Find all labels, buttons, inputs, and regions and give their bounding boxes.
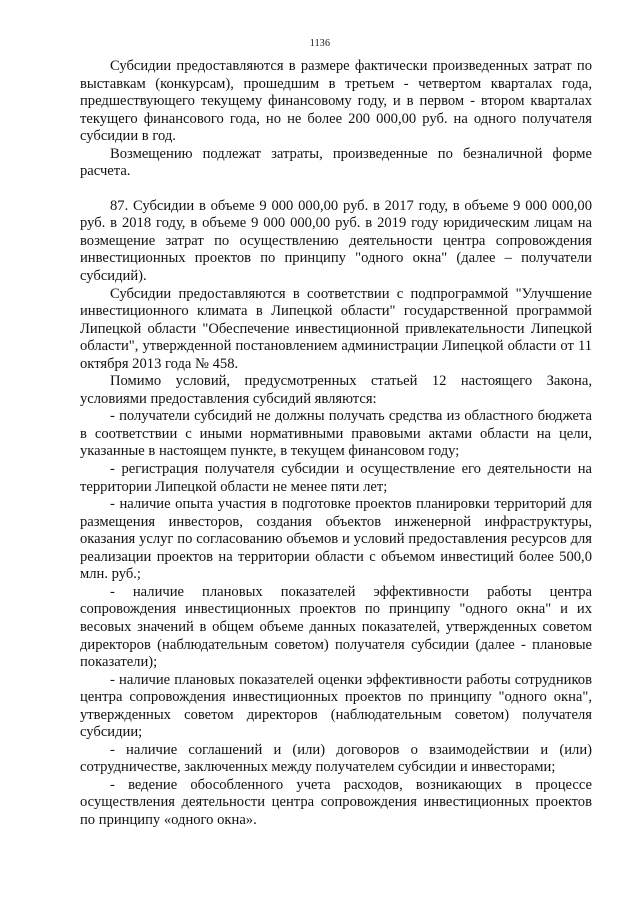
condition-item: - наличие соглашений и (или) договоров о взаимодействии и (или) сотрудничестве, заключенных между получателем субсидии и инвесторами;	[80, 741, 592, 776]
paragraph-subprogram: Субсидии предоставляются в соответствии с подпрограммой "Улучшение инвестиционного климата в Липецкой области" государственной программой Липецкой области "Обеспечение инвестиционной привлекательности Липецкой области", утвержденной постановлением администрации Липецкой области от 11 октября 2013 года № 458.	[80, 285, 592, 372]
paragraph-reimbursement: Возмещению подлежат затраты, произведенные по безналичной форме расчета.	[80, 145, 592, 180]
condition-item: - получатели субсидий не должны получать средства из областного бюджета в соответствии с иными нормативными правовыми актами области на цели, указанные в настоящем пункте, в текущем финансовом году;	[80, 408, 592, 460]
paragraph-conditions-intro: Помимо условий, предусмотренных статьей 12 настоящего Закона, условиями предоставления субсидий являются:	[80, 373, 592, 407]
condition-item: - ведение обособленного учета расходов, возникающих в процессе осуществления деятельности центра сопровождения инвестиционных проектов по принципу «одного окна».	[80, 776, 592, 828]
page-number: 1136	[309, 38, 331, 49]
document-body	[80, 58, 592, 830]
paragraph-item-87: 87. Субсидии в объеме 9 000 000,00 руб. в 2017 году, в объеме 9 000 000,00 руб. в 2018 году, в объеме 9 000 000,00 руб. в 2019 году юридическим лицам на возмещение затрат по осуществлению деятельности центра сопровождения инвестиционных проектов по принципу "одного окна" (далее – получатели субсидий).	[80, 197, 592, 285]
condition-item: - регистрация получателя субсидии и осуществление его деятельности на территории Липецкой области не менее пяти лет;	[80, 461, 592, 495]
condition-item: - наличие опыта участия в подготовке проектов планировки территорий для размещения инвесторов, создания объектов инженерной инфраструктуры, оказания услуг по согласованию объемов и условий предоставления ресурсов для реализации проектов на территории области с объемом инвестиций более 500,0 млн. руб.;	[80, 496, 592, 583]
condition-item: - наличие плановых показателей эффективности работы центра сопровождения инвестиционных проектов по принципу "одного окна" и их весовых значений в общем объеме данных показателей, утвержденных советом директоров (наблюдательным советом) получателя субсидии (далее - плановые показатели);	[80, 583, 592, 671]
paragraph-subsidy-amount: Субсидии предоставляются в размере фактически произведенных затрат по выставкам (конкурсам), прошедшим в третьем - четвертом кварталах года, предшествующего текущему финансовому году, и в первом - втором кварталах текущего финансового года, но не более 200 000,00 руб. на одного получателя субсидии в год.	[80, 58, 592, 145]
condition-item: - наличие плановых показателей оценки эффективности работы сотрудников центра сопровождения инвестиционных проектов по принципу "одного окна", утвержденных советом директоров (наблюдательным советом) получателя субсидии;	[80, 671, 592, 741]
